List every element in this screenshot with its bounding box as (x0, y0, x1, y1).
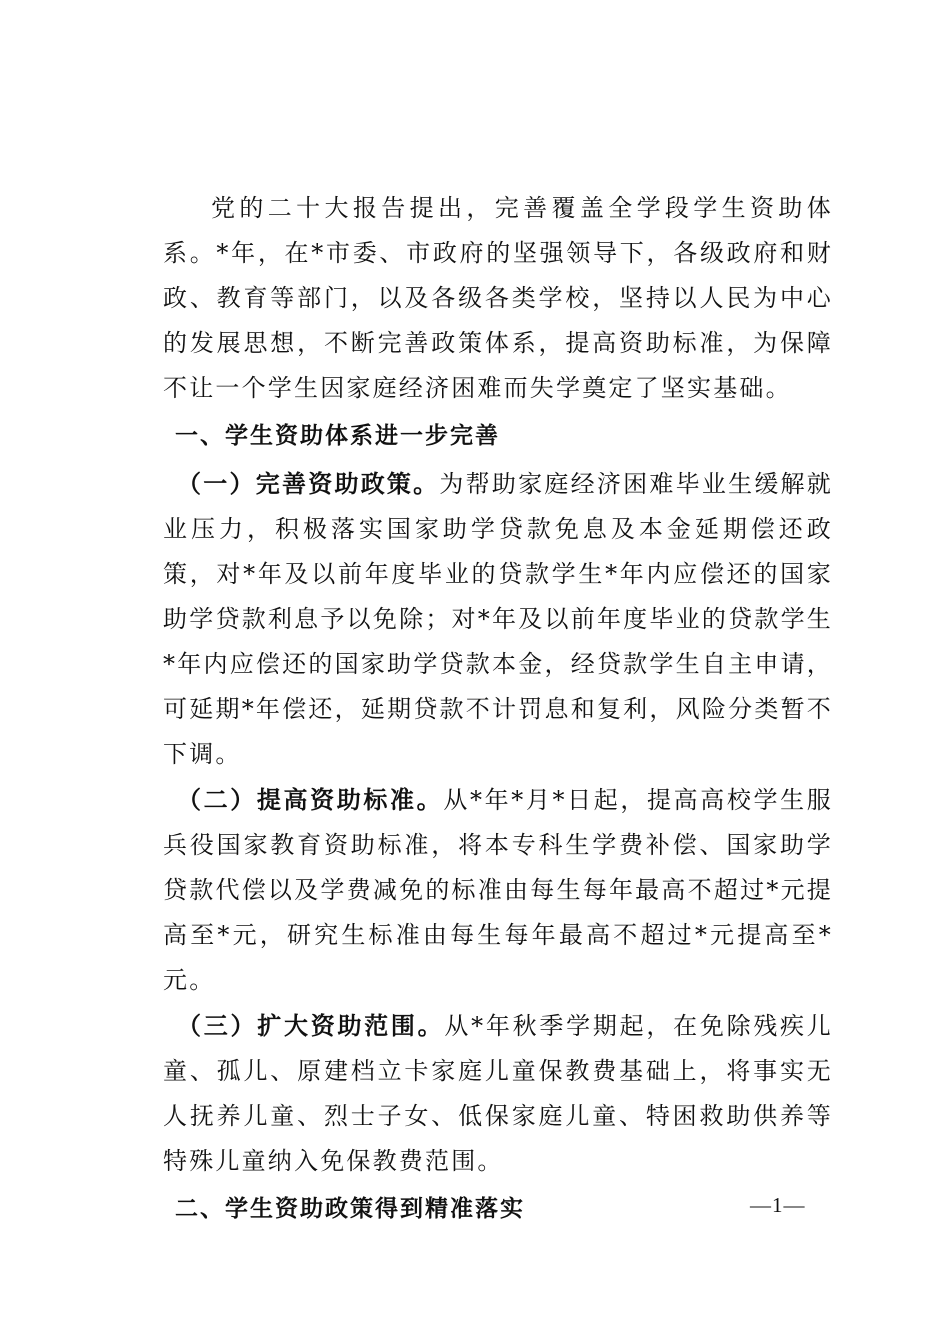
section-heading-1: 一、学生资助体系进一步完善 (175, 423, 500, 449)
item-body-3: 从*年秋季学期起，在免除残疾儿童、孤儿、原建档立卡家庭儿童保教费基础上，将事实无人抚养儿童、烈士子女、低保家庭儿童、特困救助供养等特殊儿童纳入免保教费范围。 (163, 1012, 834, 1175)
item-body-1: 为帮助家庭经济困难毕业生缓解就业压力，积极落实国家助学贷款免息及本金延期偿还政策，对*年及以前年度毕业的贷款学生*年内应偿还的国家助学贷款利息予以免除；对*年及以前年度毕业的贷款学生*年内应偿还的国家助学贷款本金，经贷款学生自主申请，可延期*年偿还，延期贷款不计罚息和复利，风险分类暂不下调。 (163, 470, 834, 768)
document-body (163, 186, 833, 1234)
page-number: —1— (750, 1193, 806, 1217)
item-paragraph-1 (163, 461, 833, 777)
intro-paragraph: 党的二十大报告提出，完善覆盖全学段学生资助体系。*年，在*市委、市政府的坚强领导下，各级政府和财政、教育等部门，以及各级各类学校，坚持以人民为中心的发展思想，不断完善政策体系，提高资助标准，为保障不让一个学生因家庭经济困难而失学奠定了坚实基础。 (163, 194, 833, 402)
item-title-1: （一）完善资助政策。 (177, 469, 440, 498)
item-paragraph-3 (163, 1003, 833, 1184)
item-paragraph-2 (163, 777, 833, 1003)
section-heading-2: 二、学生资助政策得到精准落实 (175, 1196, 525, 1222)
item-title-3: （三）扩大资助范围。 (177, 1011, 445, 1040)
item-title-2: （二）提高资助标准。 (177, 785, 444, 814)
item-body-2: 从*年*月*日起，提高高校学生服兵役国家教育资助标准，将本专科生学费补偿、国家助学贷款代偿以及学费减免的标准由每生每年最高不超过*元提高至*元，研究生标准由每生每年最高不超过*元提高至*元。 (163, 786, 834, 994)
